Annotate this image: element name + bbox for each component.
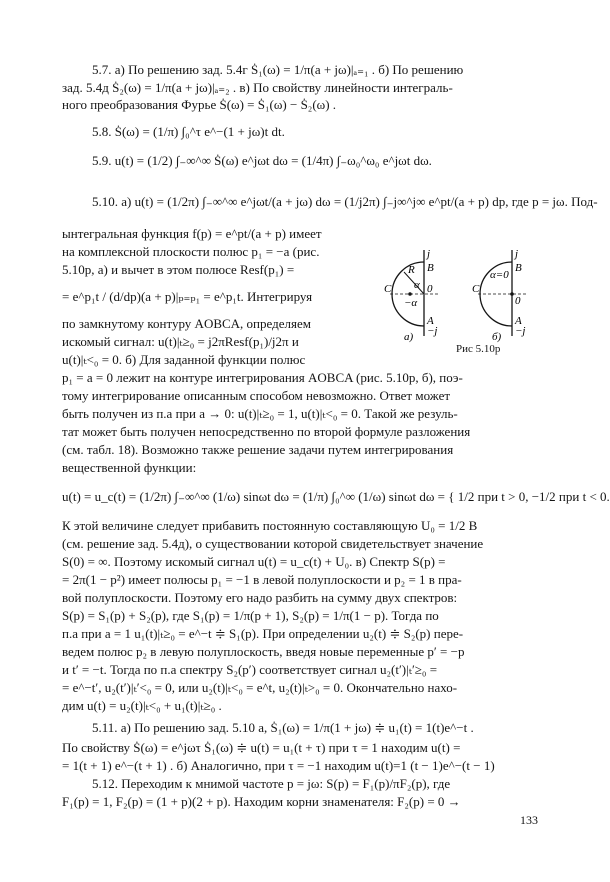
text-line: u(t)|ₜ<₀ = 0. б) Для заданной функции полюс	[62, 352, 306, 367]
text-line: 5.10р, а) и вычет в этом полюсе Resf(p₁) =	[62, 262, 295, 277]
text-line: F₁(p) = 1, F₂(p) = (1 + p)(2 + p). Находим корни знаменателя: F₂(p) = 0 →	[62, 794, 461, 809]
equation-line: u(t) = u_c(t) = (1/2π) ∫₋∞^∞ (1/ω) sinωt dω = (1/π) ∫₀^∞ (1/ω) sinωt dω = { 1/2 при t > 0, −1/2 при t < 0.	[62, 489, 610, 504]
text-line: = 1(t + 1) e^−(t + 1) . б) Аналогично, при τ = −1 находим u(t)=1 (t − 1)e^−(t − 1)	[62, 758, 495, 773]
text-line: тому интегрирование описанным способом невозможно. Ответ может	[62, 388, 451, 403]
figure-label: 0	[515, 295, 521, 307]
text-line: 5.12. Переходим к мнимой частоте p = jω: S(p) = F₁(p)/πF₂(p), где	[92, 776, 451, 791]
figure-label: A	[427, 315, 434, 327]
figure-label: R	[408, 264, 415, 276]
text-line: и t′ = −t. Тогда по п.а спектру S₂(p′) соответствует сигнал u₂(t′)|ₜ′≥₀ =	[62, 662, 438, 677]
pole-point-b	[510, 292, 514, 296]
text-line: 5.11. а) По решению зад. 5.10 а, Ṡ₁(ω) = 1/π(1 + jω) ≑ u₁(t) = 1(t)e^−t .	[92, 720, 474, 735]
text-line: вой полуплоскости. Поэтому его надо разбить на сумму двух спектров:	[62, 590, 458, 605]
contour-diagram-b	[472, 248, 526, 343]
text-line: тат может быть получен непосредственно по второй формуле разложения	[62, 424, 471, 439]
text-line: = e^−t′, u₂(t′)|ₜ′<₀ = 0, или u₂(t)|ₜ<₀ = e^t, u₂(t)|ₜ>₀ = 0. Окончательно нахо-	[62, 680, 458, 695]
figure-label: −α	[404, 297, 418, 309]
page-number: 133	[520, 813, 538, 827]
text-line: (см. табл. 18). Возможно также решение задачи путем интегрирования	[62, 442, 454, 457]
text-line: дим u(t) = u₂(t)|ₜ<₀ + u₁(t)|ₜ≥₀ .	[62, 698, 222, 713]
text-line: ведем полюс p₂ в левую полуплоскость, введя новые переменные p′ = −p	[62, 644, 465, 659]
equation-line: 5.8. Ṡ(ω) = (1/π) ∫₀^τ e^−(1 + jω)t dt.	[92, 124, 285, 139]
text-line: вещественной функции:	[62, 460, 197, 475]
text-line: п.а при a = 1 u₁(t)|ₜ≥₀ = e^−t ≑ S₁(p). При определении u₂(t) ≑ S₂(p) пере-	[62, 626, 464, 641]
text-line: К этой величине следует прибавить постоянную составляющую U₀ = 1/2 В	[62, 518, 478, 533]
figure-label: −j	[427, 325, 438, 337]
text-line: S(0) = ∞. Поэтому искомый сигнал u(t) = u_c(t) + U₀. в) Спектр S(p) =	[62, 554, 446, 569]
text-line: быть получен из п.а при a → 0: u(t)|ₜ≥₀ = 1, u(t)|ₜ<₀ = 0. Такой же резуль-	[62, 406, 458, 421]
figure-title: Рис 5.10р	[456, 343, 501, 355]
figure-label: −j	[515, 325, 526, 337]
text-line: = 2π(1 − p²) имеет полюсы p₁ = −1 в левой полуплоскости и p₂ = 1 в пра-	[62, 572, 462, 587]
text-line: ынтегральная функция f(p) = e^pt/(a + p) имеет	[62, 226, 322, 241]
text-line: искомый сигнал: u(t)|ₜ≥₀ = j2πResf(p₁)/j2π и	[62, 334, 299, 349]
text-line: S(p) = S₁(p) + S₂(p), где S₁(p) = 1/π(p + 1), S₂(p) = 1/π(1 − p). Тогда по	[62, 608, 439, 623]
text-line: ного преобразования Фурье Ṡ(ω) = Ṡ₁(ω) − Ṡ₂(ω) .	[62, 97, 337, 112]
text-line: По свойству Ṡ(ω) = e^jωτ Ṡ₁(ω) ≑ u(t) = u₁(t + τ) при τ = 1 находим u(t) =	[62, 740, 461, 755]
text-line: на комплексной плоскости полюс p₁ = −a (рис.	[62, 244, 320, 259]
figure-label: j	[427, 248, 431, 260]
equation-line: 5.10. а) u(t) = (1/2π) ∫₋∞^∞ e^jωt/(a + jω) dω = (1/j2π) ∫₋j∞^j∞ e^pt/(a + p) dp, где p = jω. Под-	[92, 194, 598, 209]
contour-diagram-a	[384, 248, 438, 343]
figure-label: C	[472, 283, 480, 295]
text-line: зад. 5.4д Ṡ₂(ω) = 1/π(a + jω)|ₐ₌₂ . в) По свойству линейности интеграль-	[62, 80, 453, 95]
contour-figure	[380, 248, 555, 343]
figure-label: α	[414, 279, 420, 291]
figure-label: 0	[427, 283, 433, 295]
text-line: p₁ = a = 0 лежит на контуре интегрирования AOBCA (рис. 5.10р, б), поэ-	[62, 370, 463, 385]
text-line: = e^p₁t / (d/dp)(a + p)|ₚ₌ₚ₁ = e^p₁t. Интегрируя	[62, 289, 313, 304]
figure-caption-a: а)	[404, 331, 414, 343]
figure-label: C	[384, 283, 392, 295]
text-line: 5.7. а) По решению зад. 5.4г Ṡ₁(ω) = 1/π(a + jω)|ₐ₌₁ . б) По решению	[92, 62, 464, 77]
text-line: (см. решение зад. 5.4д), о существовании которой свидетельствует значение	[62, 536, 484, 551]
figure-caption-b: б)	[492, 331, 502, 343]
figure-label: B	[427, 262, 434, 274]
figure-label: j	[515, 248, 519, 260]
pole-point	[408, 292, 412, 296]
figure-label: α=0	[490, 269, 509, 281]
figure-label: B	[515, 262, 522, 274]
text-line: по замкнутому контуру AOBCA, определяем	[62, 316, 311, 331]
figure-label: A	[515, 315, 522, 327]
equation-line: 5.9. u(t) = (1/2) ∫₋∞^∞ Ṡ(ω) e^jωt dω = (1/4π) ∫₋ω₀^ω₀ e^jωt dω.	[92, 153, 432, 168]
